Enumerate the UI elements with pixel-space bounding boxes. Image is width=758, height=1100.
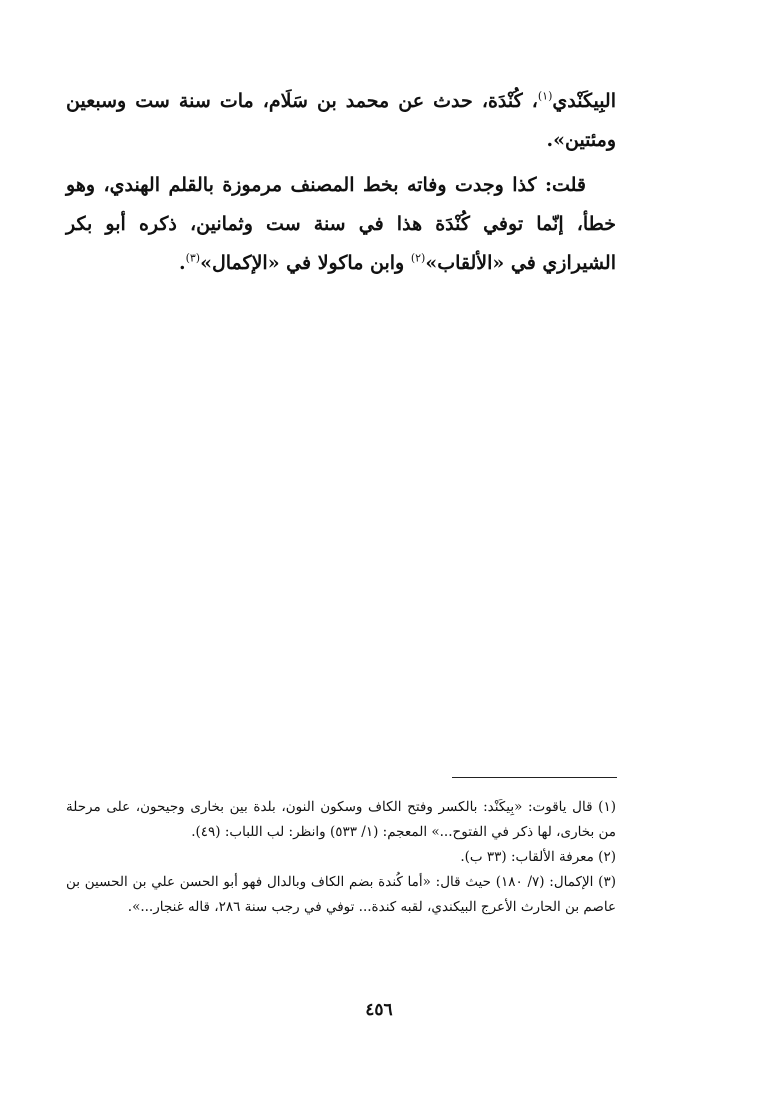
paragraph-1-rest: ، كُنْدَة، حدث عن محمد بن سَلَام، مات سنة ست وسبعين ومئتين». bbox=[66, 90, 616, 151]
footnote-3: (٣) الإكمال: (٧/ ١٨٠) حيث قال: «أما كُندة بضم الكاف وبالدال فهو أبو الحسن علي بن الحسين بن عاصم بن الحارث الأعرج البيكندي، لقبه كندة... توفي في رجب سنة ٢٨٦، قاله غنجار...». bbox=[66, 874, 616, 915]
footnote-1: (١) قال ياقوت: «بِيكَنْد: بالكسر وفتح الكاف وسكون النون، بلدة بين بخارى وجيحون، على مرحلة من بخارى، لها ذكر في الفتوح...» المعجم: (١/ ٥٣٣) وانظر: لب اللباب: (٤٩). bbox=[66, 799, 616, 840]
footnote-ref-3: (٣) bbox=[185, 251, 201, 265]
paragraph-2-text: قلت: كذا وجدت وفاته بخط المصنف مرموزة بالقلم الهندي، وهو خطأ، إنّما توفي كُنْدَة هذا في سنة ست وثمانين، ذكره أبو بكر الشيرازي في «الألقاب» bbox=[66, 174, 616, 274]
footnote-separator bbox=[452, 777, 617, 778]
paragraph-1-start: البِيكَنْدي bbox=[552, 90, 616, 112]
paragraph-2-continuation: وابن ماكولا في «الإكمال» bbox=[200, 252, 411, 274]
paragraph-1 bbox=[66, 82, 616, 160]
footnote-ref-2: (٢) bbox=[410, 251, 426, 265]
page-number: ٤٥٦ bbox=[365, 1000, 393, 1020]
paragraph-2-end: . bbox=[178, 252, 186, 274]
paragraph-2 bbox=[66, 166, 616, 283]
footnotes bbox=[66, 795, 616, 920]
footnote-2: (٢) معرفة الألقاب: (٣٣ ب). bbox=[460, 849, 616, 865]
main-text bbox=[66, 82, 616, 283]
footnote-ref-1: (١) bbox=[537, 89, 553, 103]
